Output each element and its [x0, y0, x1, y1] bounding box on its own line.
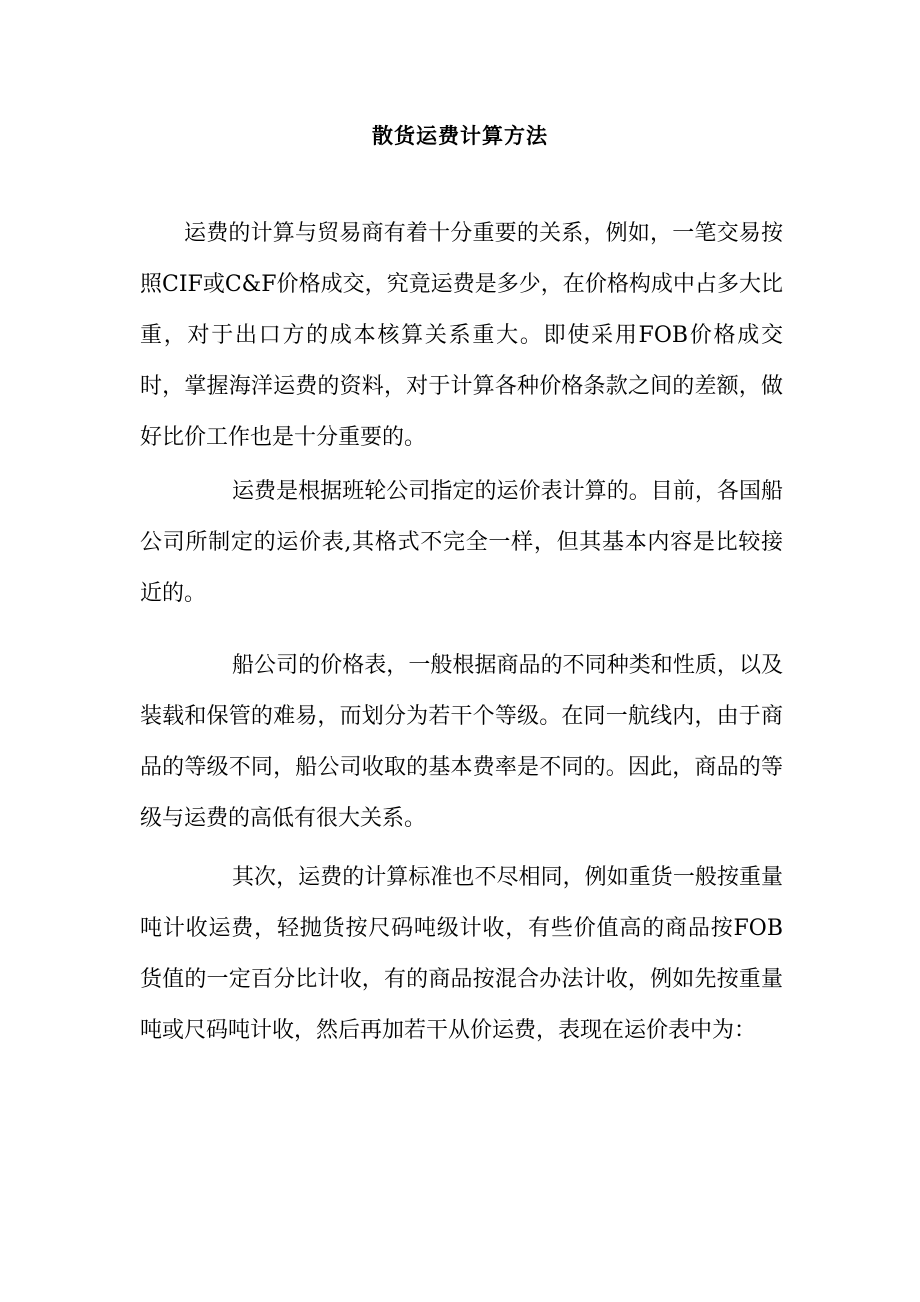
document-title: 散货运费计算方法 — [372, 123, 548, 148]
paragraph-1: 运费的计算与贸易商有着十分重要的关系，例如，一笔交易按照CIF或C&F价格成交，究竟运费是多少，在价格构成中占多大比重，对于出口方的成本核算关系重大。即使采用FOB价格成交时，掌握海洋运费的资料，对于计算各种价格条款之间的差额，做好比价工作也是十分重要的。 — [140, 221, 783, 450]
paragraph-2: 运费是根据班轮公司指定的运价表计算的。目前，各国船公司所制定的运价表,其格式不完全一样，但其基本内容是比较接近的。 — [140, 479, 783, 606]
paragraph-3: 船公司的价格表，一般根据商品的不同种类和性质，以及装载和保管的难易，而划分为若干个等级。在同一航线内，由于商品的等级不同，船公司收取的基本费率是不同的。因此，商品的等级与运费的高低有很大关系。 — [140, 653, 783, 831]
paragraph-4: 其次，运费的计算标准也不尽相同，例如重货一般按重量吨计收运费，轻抛货按尺码吨级计收，有些价值高的商品按FOB货值的一定百分比计收，有的商品按混合办法计收，例如先按重量吨或尺码吨计收，然后再加若干从价运费，表现在运价表中为： — [140, 865, 783, 1043]
